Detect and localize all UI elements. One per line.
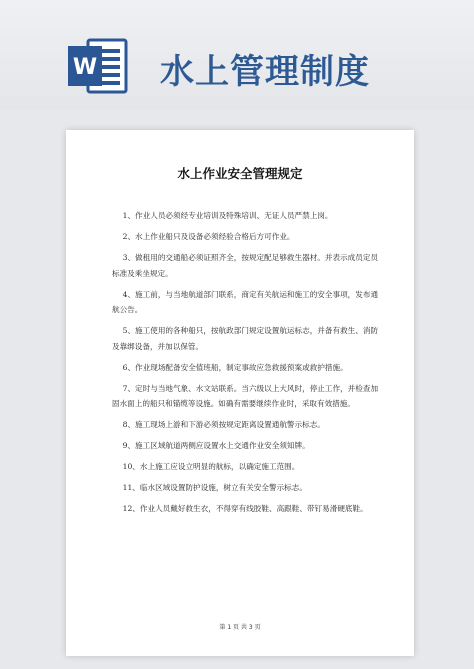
rule-item: 11、临水区域设置防护设施，树立有关安全警示标志。 xyxy=(122,483,307,492)
page-number-footer: 第 1 页 共 3 页 xyxy=(219,624,261,631)
word-document-icon xyxy=(66,36,130,96)
rule-item: 12、作业人员戴好救生衣，不得穿有线胶鞋、高跟鞋、带钉易滑硬底鞋。 xyxy=(122,504,368,513)
document-page xyxy=(66,130,414,656)
rule-item: 9、施工区域航道两侧应设置水上交通作业安全须知牌。 xyxy=(122,441,310,450)
document-title: 水上作业安全管理规定 xyxy=(177,166,303,181)
rule-item: 7、定时与当地气象、水文站联系。当六级以上大风时，停止工作，并检查加固水面上的船只和锚缆等设施。如确有需要继续作业时，采取有效措施。 xyxy=(112,383,379,408)
rule-item: 3、做租用的交通船必须证照齐全，按规定配足够救生器材。并表示成员定员标准及乘坐规定。 xyxy=(112,253,379,278)
rule-item: 6、作业现场配备安全值班船，制定事故应急救援预案或救护措施。 xyxy=(122,362,348,372)
rules-list xyxy=(112,208,382,522)
rule-item: 5、施工使用的各种船只，按航政部门规定设置航运标志，并备有救生、消防及靠绑设备，并加以保管。 xyxy=(112,326,379,351)
rule-item: 2、水上作业船只及设备必须经验合格后方可作业。 xyxy=(122,232,295,241)
rule-item: 4、施工前，与当地航道部门联系，商定有关航运和施工的安全事项，发布通航公告。 xyxy=(112,289,379,314)
rule-item: 10、水上施工应设立明显的航标，以确定施工范围。 xyxy=(122,462,300,471)
word-icon-letter: W xyxy=(72,55,98,80)
rule-item: 1、作业人员必须经专业培训及特殊培训、无证人员严禁上岗。 xyxy=(122,211,333,220)
rule-item: 8、施工现场上游和下游必须按规定距离设置通航警示标志。 xyxy=(122,420,325,429)
page-title: 水上管理制度 xyxy=(160,52,370,92)
